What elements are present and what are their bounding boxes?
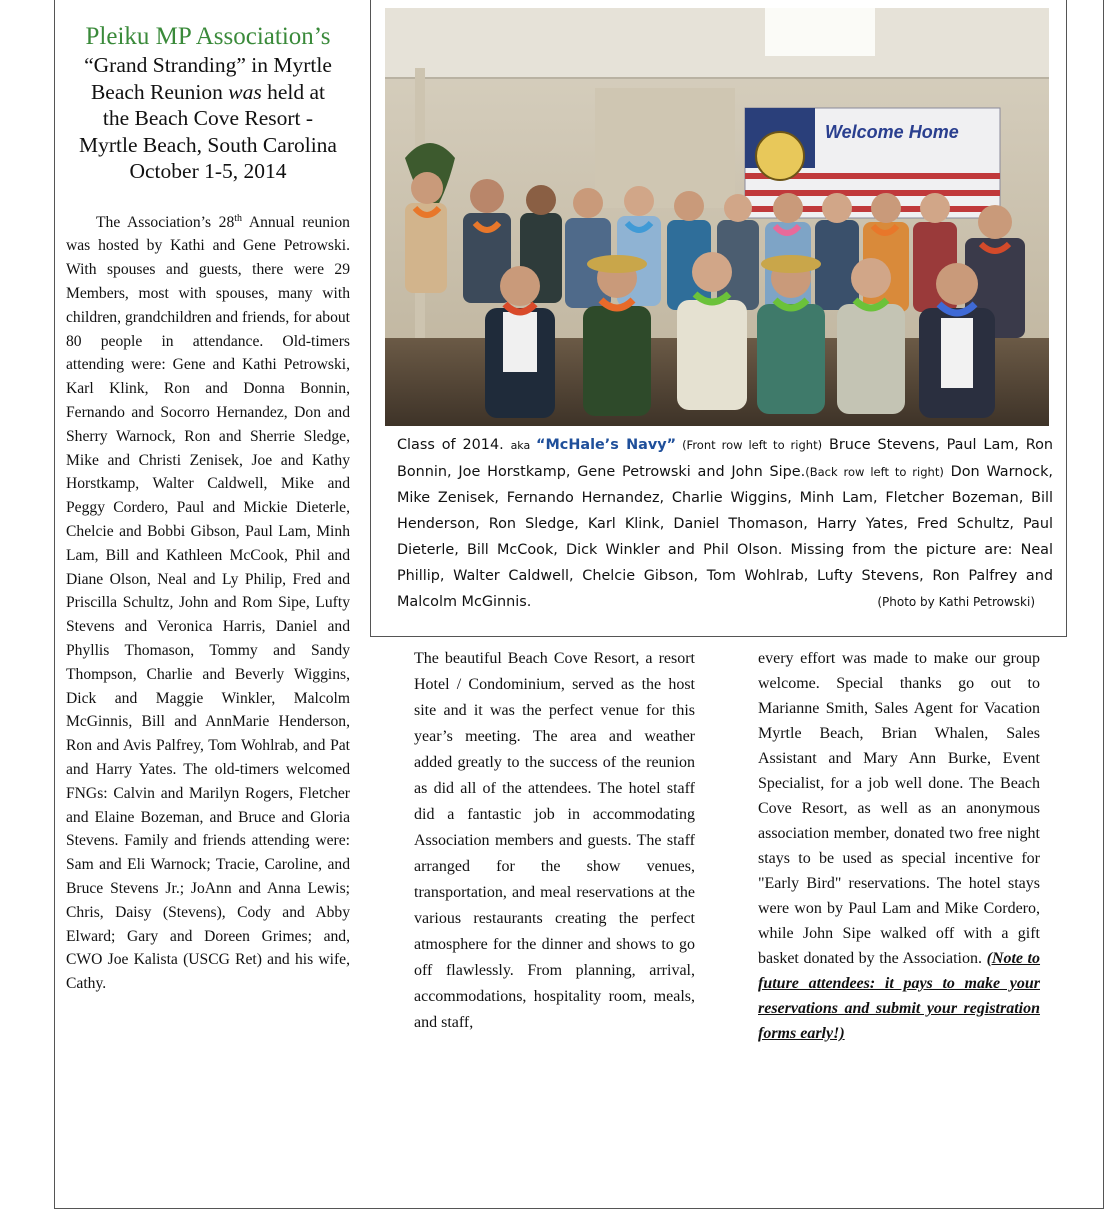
photo-caption: [397, 432, 1053, 615]
article-body-right: [758, 646, 1040, 1046]
future-attendees-note: (Note to future attendees: it pays to make your reservations and submit your registration forms early!): [758, 950, 1041, 1042]
body-text: every effort was made to make our group welcome. Special thanks go out to Marianne Smith, Sales Agent for Vacation Myrtle Beach, Brian Whalen, Sales Assistant and Mary Ann Burke, Event Specialist, for a job well done. The Beach Cove Resort, as well as an anonymous association member, donated two free night stays to be used as special incentive for "Early Bird" reservations. The hotel stays were won by Paul Lam and Mike Cordero, while John Sipe walked off with a gift basket donated by the Association.: [758, 650, 1040, 967]
caption-back-names: Don Warnock, Mike Zenisek, Fernando Hernandez, Charlie Wiggins, Minh Lam, Fletcher Bozeman, Bill Henderson, Ron Sledge, Karl Klink, Daniel Thomason, Harry Yates, Fred Schultz, Paul Dieterle, Bill McCook, Dick Winkler and Phil Olson. Missing from the picture are: Neal Phillip, Walter Caldwell, Chelcie Gibson, Tom Wohlrab, Lufty Stevens, Ron Palfrey and Malcolm McGinnis.: [397, 464, 1053, 610]
caption-nickname: “McHale’s Navy”: [536, 437, 677, 453]
article-title-line4: Myrtle Beach, South Carolina: [79, 132, 337, 157]
caption-back-label: (Back row left to right): [805, 465, 944, 479]
title-emphasis: was: [228, 79, 262, 104]
body-text: Annual reunion was hosted by Kathi and Gene Petrowski. With spouses and guests, there were 29 Members, most with spouses, many with children, grandchildren and friends, for about 80 people in attendance. Old-timers attending were: Gene and Kathi Petrowski, Karl Klink, Ron and Donna Bonnin, Fernando and Socorro Hernandez, Don and Sherry Warnock, Ron and Sherrie Sledge, Mike and Christi Zenisek, Joe and Kathy Horstkamp, Walter Caldwell, Mike and Peggy Cordero, Paul and Mickie Dieterle, Chelcie and Bobbi Gibson, Paul Lam, Minh Lam, Bill and Kathleen McCook, Phil and Diane Olson, Neal and Ly Philip, Fred and Priscilla Schultz, John and Rom Sipe, Lufty Stevens and Veronica Harris, Daniel and Phyllis Thomason, Tommy and Sandy Thompson, Charlie and Beverly Wiggins, Dick and Maggie Winkler, Malcolm McGinnis, Bill and AnnMarie Henderson, Ron and Avis Palfrey, Tom Wohlrab, and Pat and Harry Yates. The old-timers welcomed FNGs: Calvin and Marilyn Rogers, Fletcher and Elaine Bozeman, and Bruce and Gloria Stevens. Family and friends attending were: Sam and Eli Warnock; Tracie, Caroline, and Bruce Stevens Jr.; JoAnn and Anna Lewis; Chris, Daisy (Stevens), Cody and Abby Elward; Gary and Doreen Grimes; and, CWO Joe Kalista (USCG Ret) and his wife, Cathy.: [66, 213, 350, 993]
body-text: The Association’s 28: [96, 213, 235, 231]
title-text: held at: [261, 79, 326, 104]
photo-credit: (Photo by Kathi Petrowski): [877, 595, 1035, 609]
article-title-line5: October 1-5, 2014: [129, 159, 287, 183]
title-text: Beach Reunion: [90, 79, 229, 104]
article-title-org: Pleiku MP Association’s: [85, 23, 331, 50]
article-title-line3: the Beach Cove Resort -: [102, 106, 314, 130]
ordinal-suffix: th: [234, 212, 243, 224]
left-column: [66, 22, 350, 996]
article-title-line1: “Grand Stranding” in Myrtle: [84, 53, 332, 77]
banner-text: Welcome Home: [825, 122, 959, 142]
caption-front-names: Bruce Stevens, Paul Lam, Ron Bonnin, Joe Horstkamp, Gene Petrowski and John Sipe.: [397, 437, 1054, 480]
article-body-middle: The beautiful Beach Cove Resort, a resort Hotel / Condominium, served as the host site and it was the perfect venue for this year’s meeting. The area and weather added greatly to the success of the reunion as did all of the attendees. The hotel staff did a fantastic job in accommodating Association members and guests. The staff arranged for the show venues, transportation, and meal reservations at the various restaurants creating the perfect atmosphere for the dinner and shows to go off flawlessly. From planning, arrival, accommodations, hospitality room, meals, and staff,: [414, 650, 695, 1031]
article-title-line2: [66, 79, 350, 106]
group-photo: [385, 8, 1049, 426]
caption-lead: Class of 2014.: [397, 437, 511, 453]
group-photo-image: [385, 8, 1049, 426]
photo-frame: [370, 0, 1067, 637]
caption-front-label: (Front row left to right): [676, 438, 823, 452]
article-body-left: [66, 207, 350, 996]
caption-aka: aka: [510, 439, 537, 452]
